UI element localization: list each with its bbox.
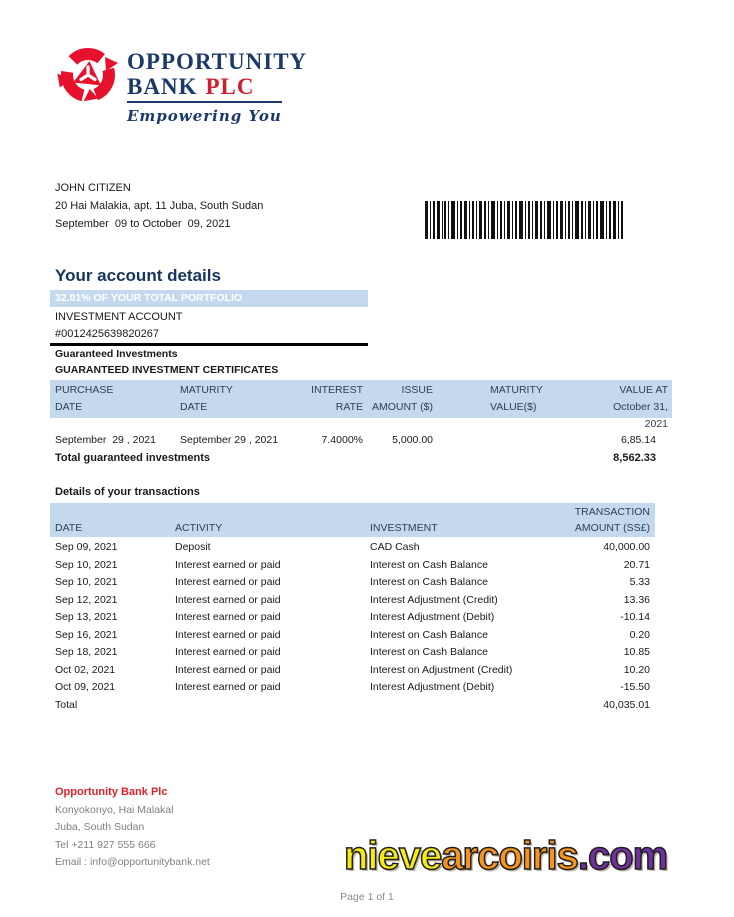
tx-amount: 40,000.00 [603,541,650,553]
page-number: Page 1 of 1 [340,891,394,903]
tx-amount: 5.33 [629,576,650,588]
tx-date: Sep 10, 2021 [55,558,118,571]
tx-date: Sep 10, 2021 [55,576,118,588]
table-row [50,662,655,680]
tx-header-activity: ACTIVITY [175,522,223,534]
barcode [425,201,625,239]
gic-issue-amount: 5,000.00 [392,434,433,446]
gic-total-label: Total guaranteed investments [55,452,211,464]
table-row [50,557,655,575]
gic-table-row [50,434,672,446]
bank-logo [55,42,307,125]
portfolio-banner: 32.01% OF YOUR TOTAL PORTFOLIO [50,290,368,307]
footer-email: Email : info@opportunitybank.net [55,856,210,868]
bank-name-bank: BANK [127,74,198,99]
gic-title: GUARANTEED INVESTMENT CERTIFICATES [55,364,279,376]
tx-date: Sep 09, 2021 [55,541,118,553]
footer-address-line1: Konyokonyo, Hai Malakal [55,803,174,816]
tx-amount: -10.14 [620,611,650,623]
table-row [50,539,655,557]
tx-total-label: Total [55,698,78,711]
tx-activity: Interest earned or paid [175,646,281,658]
gic-header-interest-rate: INTEREST RATE [311,384,363,413]
gic-subtitle: Guaranteed Investments [55,348,178,360]
bank-name-plc: PLC [205,74,255,99]
gic-maturity-value [433,434,605,446]
gic-header-purchase-date: PURCHASE DATE [55,384,114,413]
bank-tagline: Empowering You [127,107,282,125]
tx-header-transaction: TRANSACTION [574,506,650,518]
tx-total-amount: 40,035.01 [603,698,650,711]
footer-bank-name: Opportunity Bank Plc [55,786,168,798]
bank-name-line2 [127,74,282,103]
gic-interest-rate: 7.4000% [321,434,363,446]
tx-investment: Interest on Cash Balance [370,558,488,571]
tx-date: Sep 16, 2021 [55,628,118,641]
table-row [50,574,655,592]
tx-date: Oct 02, 2021 [55,663,116,676]
divider-rule [50,343,368,346]
tx-investment: Interest Adjustment (Debit) [370,611,495,623]
tx-activity: Interest earned or paid [175,576,281,588]
recipient-name: JOHN CITIZEN [55,182,131,194]
tx-activity: Interest earned or paid [175,558,281,571]
tx-investment: Interest on Cash Balance [370,576,488,588]
table-row [50,679,655,697]
tx-investment: Interest on Adjustment (Credit) [370,663,513,676]
account-type: INVESTMENT ACCOUNT [55,311,183,323]
tx-amount: 20.71 [623,558,650,571]
gic-table-header [50,380,672,430]
tx-activity: Interest earned or paid [175,611,281,623]
tx-header-date: DATE [55,522,83,534]
tx-investment: Interest Adjustment (Credit) [370,593,498,606]
tx-investment: Interest on Cash Balance [370,646,488,658]
bank-name-line1: OPPORTUNITY [127,49,308,74]
tx-header-amount: AMOUNT (SS£) [574,522,650,534]
recipient-block [55,179,263,233]
gic-header-issue-amount: ISSUE AMOUNT ($) [371,384,433,413]
tx-activity: Deposit [175,541,211,553]
watermark-part3: .com [577,834,668,878]
tx-activity: Interest earned or paid [175,593,281,606]
gic-value-at: 6,85.14 [620,434,656,446]
watermark-nievearcoiris [344,834,667,879]
gic-purchase-date: September 29 , 2021 [55,434,156,446]
tx-investment: CAD Cash [370,541,420,553]
tx-amount: 0.20 [629,628,650,641]
watermark-part2: arcoiris [441,834,578,878]
transactions-table-header [50,503,655,537]
tx-amount: -15.50 [620,681,650,693]
tx-investment: Interest on Cash Balance [370,628,488,641]
gic-header-maturity-value: MATURITY VALUE($) [490,384,543,413]
gic-total-value: 8,562.33 [613,452,656,464]
tx-header-investment: INVESTMENT [370,522,438,534]
gic-maturity-date: September 29 , 2021 [180,434,279,446]
account-number: #0012425639820267 [55,328,160,340]
tx-amount: 10.85 [623,646,650,658]
gic-header-maturity-date: MATURITY DATE [180,384,233,413]
tx-amount: 13.36 [623,593,650,606]
footer-address-line2: Juba, South Sudan [55,821,145,833]
tx-date: Oct 09, 2021 [55,681,116,693]
gic-total-row [50,452,672,464]
table-row [50,644,655,662]
footer-telephone: Tel +211 927 555 666 [55,838,156,851]
transactions-total-row [50,697,655,715]
tx-activity: Interest earned or paid [175,681,281,693]
tx-date: Sep 18, 2021 [55,646,118,658]
watermark-part1: nieve [344,834,442,878]
bank-logo-icon [55,42,121,108]
bank-footer [55,784,210,872]
section-title-account-details: Your account details [55,266,221,285]
statement-period: September 09 to October 09, 2021 [55,218,231,230]
tx-amount: 10.20 [623,663,650,676]
tx-date: Sep 13, 2021 [55,611,118,623]
recipient-address: 20 Hai Malakia, apt. 11 Juba, South Sudan [55,200,264,212]
transactions-title: Details of your transactions [55,486,200,498]
tx-activity: Interest earned or paid [175,663,281,676]
bank-logo-text [127,42,307,125]
tx-date: Sep 12, 2021 [55,593,118,606]
gic-header-value-at: VALUE AT October 31, 2021 [613,384,668,430]
transactions-table-body [50,539,655,714]
table-row [50,609,655,627]
table-row [50,592,655,610]
tx-investment: Interest Adjustment (Debit) [370,681,495,693]
tx-activity: Interest earned or paid [175,628,281,641]
table-row [50,627,655,645]
